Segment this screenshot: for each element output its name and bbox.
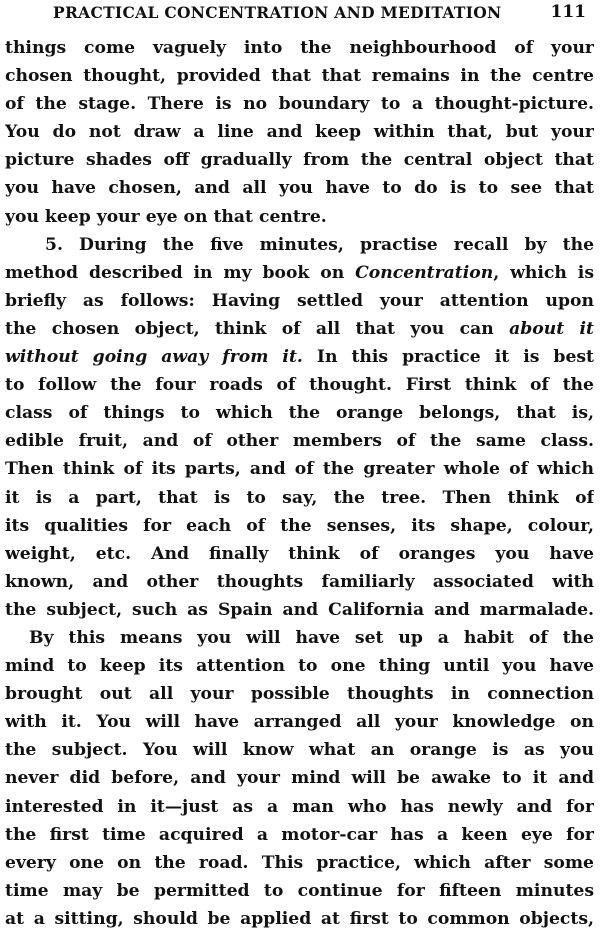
text-run: chosen thought, provided that that remains in the centre <box>5 66 594 87</box>
text-run: method described in my book on <box>5 262 356 283</box>
italic-run: about it <box>509 318 594 339</box>
text-run: the chosen object, think of all that you can <box>5 318 510 339</box>
running-head: PRACTICAL CONCENTRATION AND MEDITATION <box>53 3 502 22</box>
text-line-27 <box>5 764 594 792</box>
text-line-32 <box>5 905 594 933</box>
text-line-9 <box>5 259 594 287</box>
text-run: the first time acquired a motor-car has a keen eye for <box>5 824 594 845</box>
text-line-31 <box>5 877 594 905</box>
italic-run: Concentration <box>355 262 494 283</box>
text-line-7 <box>5 203 594 231</box>
text-run: class of things to which the orange belongs, that is, <box>5 403 594 424</box>
text-run: known, and other thoughts familiarly associated with <box>5 571 594 592</box>
text-line-30 <box>5 849 594 877</box>
text-run: picture shades off gradually from the central object that <box>5 150 594 171</box>
text-run: brought out all your possible thoughts in connection <box>5 684 594 705</box>
text-run: never did before, and your mind will be awake to it and <box>5 768 594 789</box>
text-line-28 <box>5 793 594 821</box>
text-line-29 <box>5 821 594 849</box>
text-line-8 <box>5 231 594 259</box>
text-run: time may be permitted to continue for fifteen minutes <box>5 880 594 901</box>
text-run: to follow the four roads of thought. First think of the <box>5 375 594 396</box>
text-line-2 <box>5 62 594 90</box>
text-line-15 <box>5 427 594 455</box>
body-text <box>5 34 594 933</box>
text-run: it is a part, that is to say, the tree. Then think of <box>5 487 594 508</box>
text-line-3 <box>5 90 594 118</box>
text-run: mind to keep its attention to one thing until you have <box>5 656 594 677</box>
text-run: By this means you will have set up a habit of the <box>29 627 594 648</box>
text-run: briefly as follows: Having settled your attention upon <box>5 290 594 311</box>
text-run: You do not draw a line and keep within that, but your <box>5 122 594 143</box>
text-line-21 <box>5 596 594 624</box>
text-run: In this practice it is best <box>302 347 594 368</box>
text-run: you keep your eye on that centre. <box>5 206 327 227</box>
text-line-25 <box>5 708 594 736</box>
text-line-5 <box>5 146 594 174</box>
page-header <box>5 0 594 34</box>
text-run: its qualities for each of the senses, its shape, colour, <box>5 515 594 536</box>
text-run: Then think of its parts, and of the greater whole of which <box>5 459 594 480</box>
text-line-4 <box>5 118 594 146</box>
text-line-16 <box>5 455 594 483</box>
text-run: every one on the road. This practice, which after some <box>5 852 594 873</box>
text-run: , which is <box>493 262 594 283</box>
text-line-19 <box>5 540 594 568</box>
text-line-26 <box>5 736 594 764</box>
text-line-23 <box>5 652 594 680</box>
text-line-18 <box>5 512 594 540</box>
text-line-17 <box>5 484 594 512</box>
text-line-12 <box>5 343 594 371</box>
text-run: weight, etc. And finally think of oranges you have <box>5 543 594 564</box>
text-run: edible fruit, and of other members of the same class. <box>5 431 594 452</box>
text-line-22 <box>5 624 594 652</box>
text-run: you have chosen, and all you have to do is to see that <box>5 178 594 199</box>
text-line-13 <box>5 371 594 399</box>
text-line-6 <box>5 174 594 202</box>
page-number: 111 <box>550 2 586 22</box>
text-run: the subject, such as Spain and California and marmalade. <box>5 599 594 620</box>
text-run: with it. You will have arranged all your knowledge on <box>5 712 594 733</box>
text-run: at a sitting, should be applied at first to common objects, <box>5 908 594 929</box>
text-run: interested in it—just as a man who has newly and for <box>5 796 594 817</box>
text-line-24 <box>5 680 594 708</box>
text-run: things come vaguely into the neighbourhood of your <box>5 38 594 58</box>
text-run: of the stage. There is no boundary to a thought-picture. <box>5 94 594 115</box>
text-run: 5. During the five minutes, practise recall by the <box>45 234 594 255</box>
text-line-11 <box>5 315 594 343</box>
text-line-1 <box>5 34 594 62</box>
text-line-20 <box>5 568 594 596</box>
italic-run: without going away from it. <box>5 347 303 368</box>
text-run: the subject. You will know what an orange is as you <box>5 740 594 761</box>
text-line-10 <box>5 287 594 315</box>
text-line-14 <box>5 399 594 427</box>
